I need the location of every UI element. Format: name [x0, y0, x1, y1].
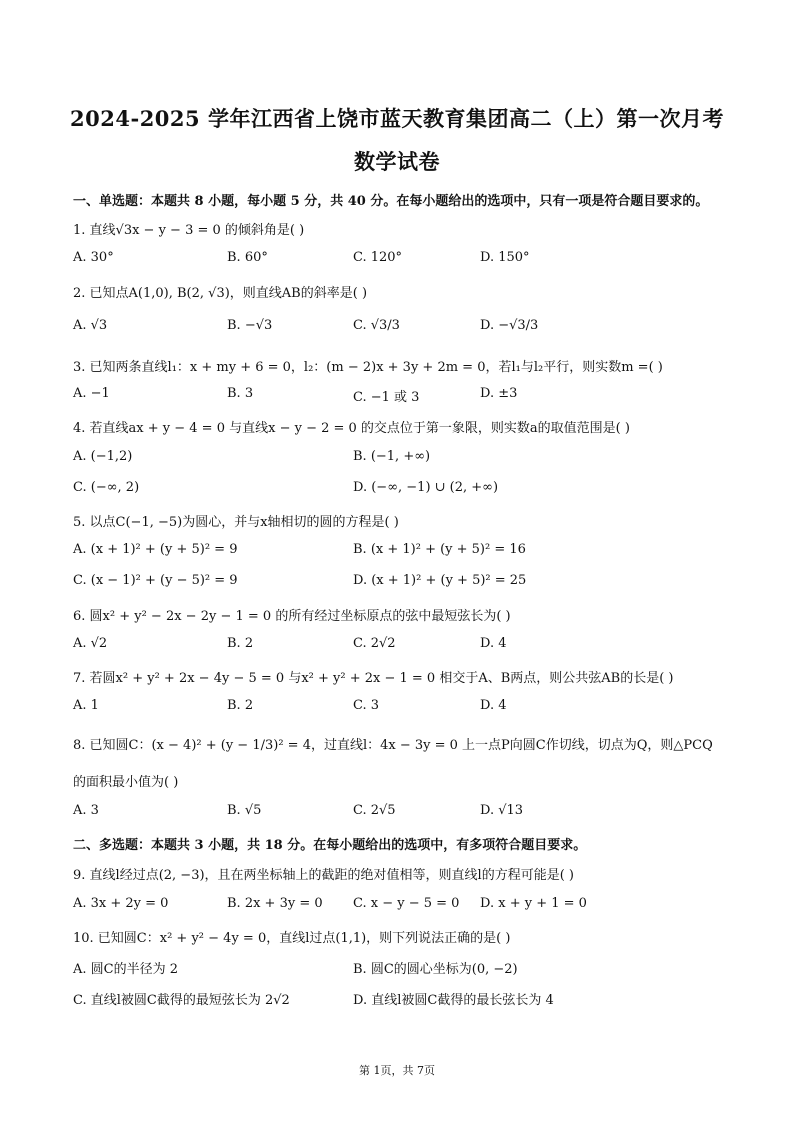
- question-8-option-a: A. 3: [73, 803, 99, 818]
- question-5-stem: 5. 以点C(−1, −5)为圆心，并与x轴相切的圆的方程是( ): [73, 515, 399, 530]
- question-9-option-c: C. x − y − 5 = 0: [353, 896, 460, 911]
- question-1-option-d: D. 150°: [480, 250, 530, 265]
- question-6-option-c: C. 2√2: [353, 636, 396, 651]
- question-10-option-b: B. 圆C的圆心坐标为(0, −2): [353, 962, 518, 977]
- section-single-choice-heading: 一、单选题：本题共 8 小题，每小题 5 分，共 40 分。在每小题给出的选项中，只有一项是符合题目要求的。: [73, 194, 709, 209]
- question-3-option-c: C. −1 或 3: [353, 390, 420, 405]
- question-4-option-c: C. (−∞, 2): [73, 480, 140, 495]
- question-1-stem: 1. 直线√3x − y − 3 = 0 的倾斜角是( ): [73, 223, 305, 238]
- question-7-option-d: D. 4: [480, 698, 507, 713]
- question-3-stem: 3. 已知两条直线l₁：x + my + 6 = 0，l₂：(m − 2)x + 3y + 2m = 0，若l₁与l₂平行，则实数m =( ): [73, 360, 663, 375]
- question-3-option-a: A. −1: [73, 386, 110, 401]
- question-1-option-a: A. 30°: [73, 250, 114, 265]
- question-2-stem: 2. 已知点A(1,0), B(2, √3)，则直线AB的斜率是( ): [73, 286, 368, 301]
- question-5-option-a: A. (x + 1)² + (y + 5)² = 9: [73, 542, 238, 557]
- question-5-option-d: D. (x + 1)² + (y + 5)² = 25: [353, 573, 527, 588]
- question-9-option-a: A. 3x + 2y = 0: [73, 896, 169, 911]
- question-9-option-b: B. 2x + 3y = 0: [227, 896, 323, 911]
- question-6-option-a: A. √2: [73, 636, 108, 651]
- question-7-stem: 7. 若圆x² + y² + 2x − 4y − 5 = 0 与x² + y² + 2x − 1 = 0 相交于A、B两点，则公共弦AB的长是( ): [73, 671, 674, 686]
- question-1-option-c: C. 120°: [353, 250, 403, 265]
- question-8-option-d: D. √13: [480, 803, 524, 818]
- question-3-option-d: D. ±3: [480, 386, 518, 401]
- question-10-option-d: D. 直线l被圆C截得的最长弦长为 4: [353, 993, 554, 1008]
- question-5-option-b: B. (x + 1)² + (y + 5)² = 16: [353, 542, 526, 557]
- question-8-option-c: C. 2√5: [353, 803, 396, 818]
- question-2-option-a: A. √3: [73, 318, 108, 333]
- question-7-option-a: A. 1: [73, 698, 99, 713]
- question-7-option-c: C. 3: [353, 698, 380, 713]
- question-8-stem-continued: 的面积最小值为( ): [73, 775, 179, 790]
- question-10-stem: 10. 已知圆C：x² + y² − 4y = 0，直线l过点(1,1)，则下列说法正确的是( ): [73, 931, 511, 946]
- question-10-option-c: C. 直线l被圆C截得的最短弦长为 2√2: [73, 993, 290, 1008]
- question-9-option-d: D. x + y + 1 = 0: [480, 896, 587, 911]
- exam-title: 2024-2025 学年江西省上饶市蓝天教育集团高二（上）第一次月考: [70, 106, 724, 131]
- page-number-footer: 第 1页，共 7页: [359, 1064, 435, 1077]
- question-2-option-c: C. √3/3: [353, 318, 400, 333]
- exam-subtitle: 数学试卷: [354, 149, 440, 174]
- question-6-option-d: D. 4: [480, 636, 507, 651]
- question-5-option-c: C. (x − 1)² + (y − 5)² = 9: [73, 573, 238, 588]
- question-6-option-b: B. 2: [227, 636, 254, 651]
- question-4-stem: 4. 若直线ax + y − 4 = 0 与直线x − y − 2 = 0 的交点位于第一象限，则实数a的取值范围是( ): [73, 421, 630, 436]
- question-2-option-d: D. −√3/3: [480, 318, 539, 333]
- section-multiple-choice-heading: 二、多选题：本题共 3 小题，共 18 分。在每小题给出的选项中，有多项符合题目要求。: [73, 838, 587, 853]
- question-2-option-b: B. −√3: [227, 318, 273, 333]
- question-4-option-b: B. (−1, +∞): [353, 449, 431, 464]
- question-1-option-b: B. 60°: [227, 250, 268, 265]
- question-10-option-a: A. 圆C的半径为 2: [73, 962, 179, 977]
- question-4-option-d: D. (−∞, −1) ∪ (2, +∞): [353, 480, 499, 495]
- question-8-stem: 8. 已知圆C：(x − 4)² + (y − 1/3)² = 4，过直线l：4x − 3y = 0 上一点P向圆C作切线，切点为Q，则△PCQ: [73, 738, 713, 753]
- question-3-option-b: B. 3: [227, 386, 254, 401]
- question-4-option-a: A. (−1,2): [73, 449, 133, 464]
- question-6-stem: 6. 圆x² + y² − 2x − 2y − 1 = 0 的所有经过坐标原点的弦中最短弦长为( ): [73, 609, 511, 624]
- question-7-option-b: B. 2: [227, 698, 254, 713]
- question-8-option-b: B. √5: [227, 803, 262, 818]
- question-9-stem: 9. 直线l经过点(2, −3)，且在两坐标轴上的截距的绝对值相等，则直线l的方程可能是( ): [73, 868, 574, 883]
